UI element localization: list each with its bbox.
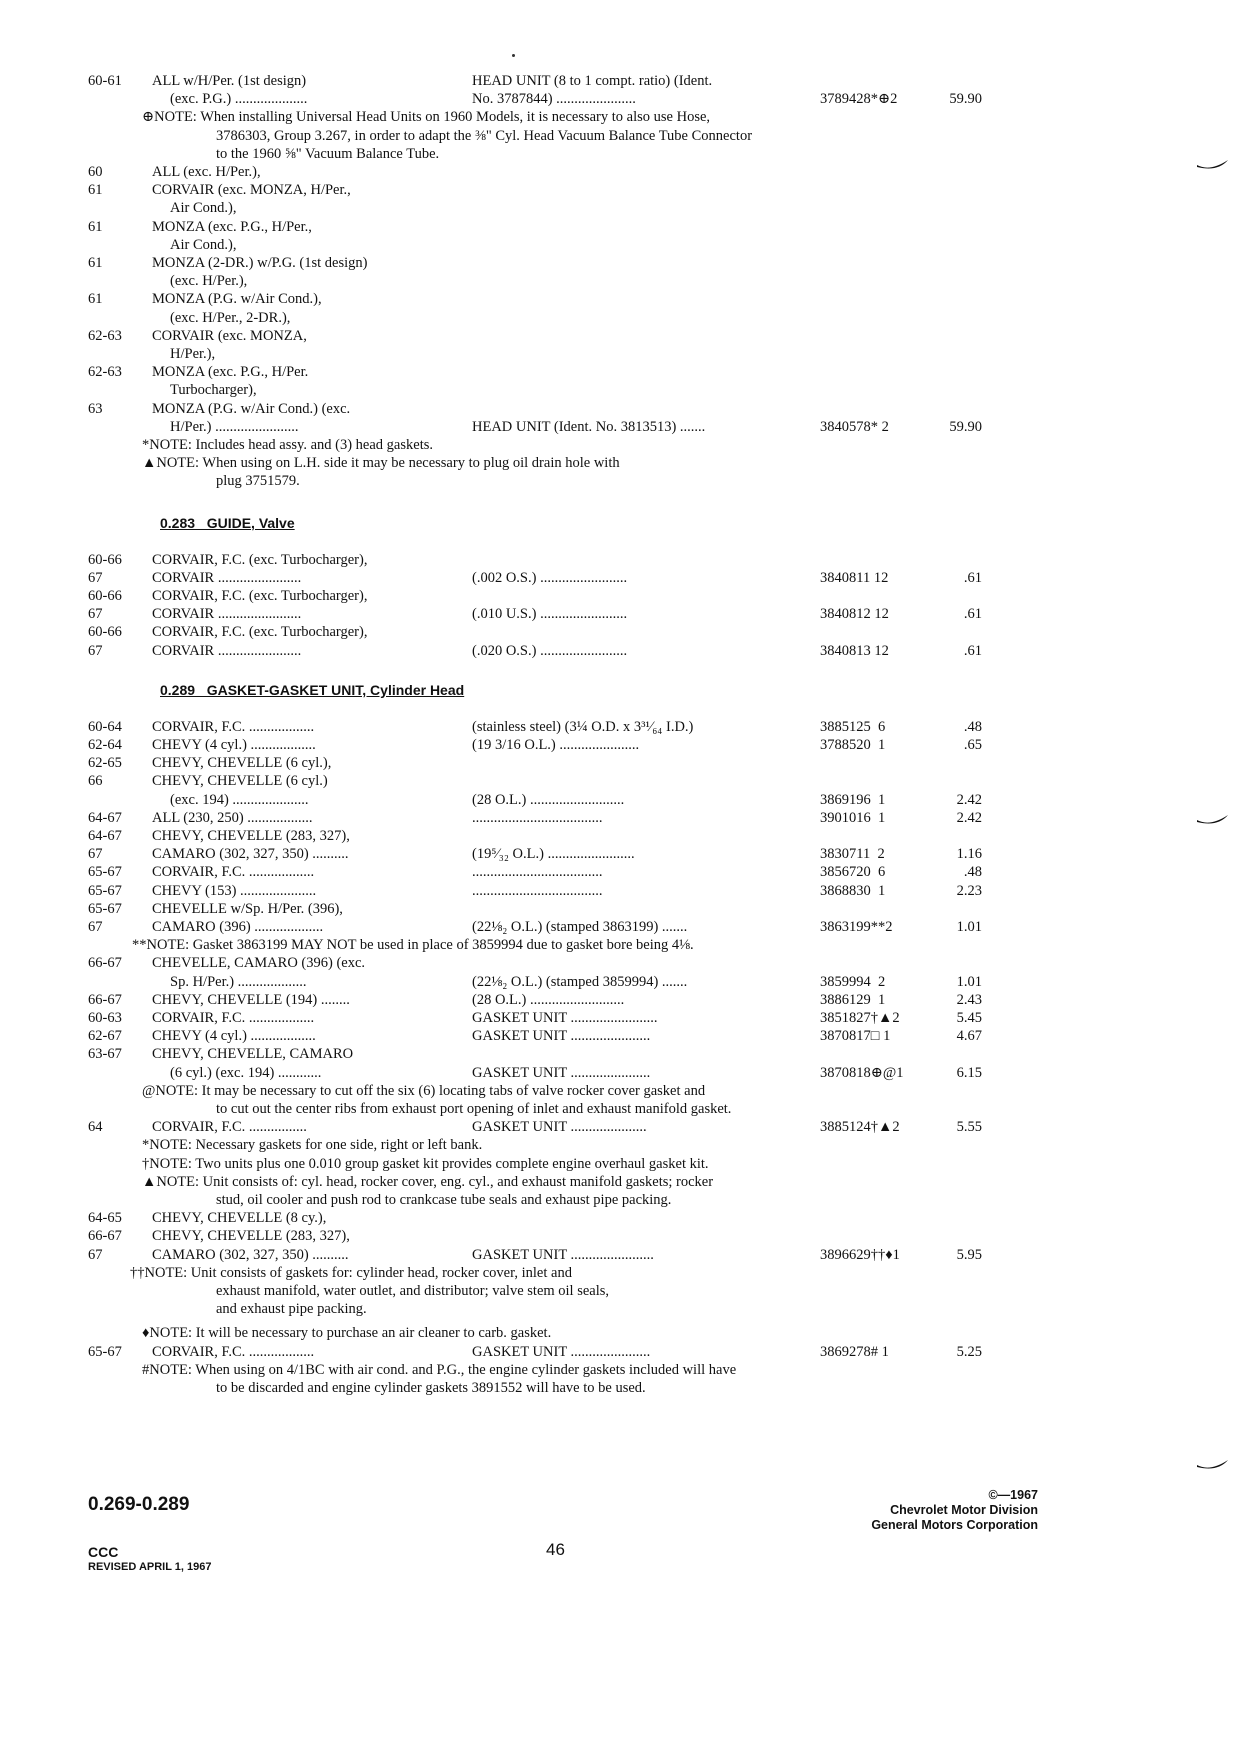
part-number-quantity: 3840812 12	[820, 606, 889, 623]
footer-revised-date: REVISED APRIL 1, 1967	[88, 1561, 212, 1573]
list-price: .61	[963, 642, 982, 659]
application-description: CAMARO (302, 327, 350) ..........	[152, 1246, 349, 1263]
footnote: **NOTE: Gasket 3863199 MAY NOT be used in place of 3859994 due to gasket bore being 4⅛.	[132, 937, 694, 954]
model-year: 63	[88, 400, 103, 417]
application-description: MONZA (exc. P.G., H/Per.	[152, 364, 309, 381]
part-specification: ....................................	[472, 809, 603, 826]
list-price: 1.16	[956, 846, 982, 863]
model-year: 61	[88, 218, 103, 235]
list-price: 5.45	[956, 1010, 982, 1026]
model-year: 62-65	[88, 755, 122, 772]
part-number-quantity: 3859994 2	[820, 973, 886, 990]
application-description: CORVAIR, F.C. (exc. Turbocharger),	[152, 624, 368, 641]
part-specification: GASKET UNIT ........................	[472, 1010, 658, 1026]
model-year: 65-67	[88, 900, 122, 917]
model-year: 66-67	[88, 1228, 122, 1245]
part-number-quantity: 3896629††♦1	[820, 1246, 900, 1263]
list-price: 59.90	[949, 418, 982, 435]
model-year: 64-67	[88, 828, 122, 844]
application-description: H/Per.) .......................	[170, 418, 299, 435]
part-specification: GASKET UNIT ......................	[472, 1064, 651, 1081]
model-year: 66-67	[88, 955, 122, 972]
model-year: 67	[88, 846, 103, 863]
part-number-quantity: 3885124†▲2	[820, 1119, 900, 1136]
application-description: CORVAIR, F.C. ................	[152, 1119, 307, 1136]
model-year: 60-66	[88, 624, 122, 641]
model-year: 60-61	[88, 73, 122, 89]
part-specification: (stainless steel) (3¼ O.D. x 3³¹⁄₆₄ I.D.)	[472, 718, 694, 735]
part-number-quantity: 3886129 1	[820, 991, 886, 1008]
application-description: (exc. 194) .....................	[170, 791, 309, 808]
section-heading: 0.283 GUIDE, Valve	[160, 514, 295, 531]
footnote: ⊕NOTE: When installing Universal Head Units on 1960 Models, it is necessary to also use Hose,	[142, 109, 711, 126]
footnote: *NOTE: Necessary gaskets for one side, right or left bank.	[142, 1137, 483, 1154]
application-description: (exc. H/Per., 2-DR.),	[170, 309, 291, 326]
model-year: 64	[88, 1119, 103, 1136]
list-price: 2.23	[956, 882, 982, 899]
footnote-continuation: to the 1960 ⅝" Vacuum Balance Tube.	[216, 145, 440, 162]
part-number-quantity: 3885125 6	[820, 718, 886, 735]
part-specification: (.020 O.S.) ........................	[472, 642, 628, 659]
application-description: CHEVY (4 cyl.) ..................	[152, 737, 316, 753]
list-price: 6.15	[956, 1064, 982, 1081]
application-description: CORVAIR, F.C. ..................	[152, 718, 315, 735]
application-description: Air Cond.),	[170, 236, 237, 253]
part-number-quantity: 3788520 1	[820, 737, 886, 753]
section-heading: 0.289 GASKET-GASKET UNIT, Cylinder Head	[160, 681, 465, 698]
footnote-continuation: to be discarded and engine cylinder gaskets 3891552 will have to be used.	[216, 1380, 646, 1396]
model-year: 65-67	[88, 1343, 122, 1360]
part-number-quantity: 3869196 1	[820, 791, 886, 808]
footnote: ▲NOTE: Unit consists of: cyl. head, rocker cover, eng. cyl., and exhaust manifold gaskets; rocker	[142, 1173, 714, 1190]
part-specification: (.002 O.S.) ........................	[472, 569, 628, 586]
part-specification: (19⁵⁄₃₂ O.L.) ........................	[472, 846, 635, 863]
model-year: 62-63	[88, 327, 122, 344]
footer-division: Chevrolet Motor Division	[890, 1503, 1038, 1517]
footnote: *NOTE: Includes head assy. and (3) head gaskets.	[142, 437, 433, 453]
list-price: 5.25	[956, 1343, 982, 1360]
model-year: 64-67	[88, 809, 122, 826]
application-description: CHEVY (4 cyl.) ..................	[152, 1028, 316, 1045]
model-year: 62-67	[88, 1028, 122, 1045]
part-specification: (.010 U.S.) ........................	[472, 606, 628, 623]
part-specification: (28 O.L.) ..........................	[472, 991, 625, 1008]
application-description: ALL (exc. H/Per.),	[152, 164, 261, 180]
footnote-continuation: and exhaust pipe packing.	[216, 1301, 367, 1318]
application-description: CORVAIR (exc. MONZA,	[152, 327, 307, 344]
list-price: 4.67	[956, 1028, 982, 1045]
application-description: CAMARO (396) ...................	[152, 919, 324, 935]
application-description: CORVAIR, F.C. ..................	[152, 1343, 315, 1360]
application-description: MONZA (P.G. w/Air Cond.),	[152, 291, 322, 308]
footnote: †NOTE: Two units plus one 0.010 group gasket kit provides complete engine overhaul gasket kit.	[142, 1155, 709, 1172]
footer-corporation: General Motors Corporation	[871, 1518, 1038, 1532]
footnote: @NOTE: It may be necessary to cut off the six (6) locating tabs of valve rocker cover gasket and	[142, 1082, 706, 1099]
part-number-quantity: 3830711 2	[820, 846, 885, 863]
footnote: ††NOTE: Unit consists of gaskets for: cylinder head, rocker cover, inlet and	[130, 1264, 572, 1281]
model-year: 65-67	[88, 864, 122, 881]
footnote: #NOTE: When using on 4/1BC with air cond. and P.G., the engine cylinder gaskets included will have	[142, 1361, 737, 1378]
application-description: CORVAIR, F.C. (exc. Turbocharger),	[152, 551, 368, 568]
part-number-quantity: 3869278# 1	[820, 1343, 889, 1360]
model-year: 60-66	[88, 588, 122, 604]
application-description: MONZA (exc. P.G., H/Per.,	[152, 218, 312, 235]
application-description: CORVAIR, F.C. ..................	[152, 1010, 315, 1026]
application-description: MONZA (P.G. w/Air Cond.) (exc.	[152, 400, 351, 417]
model-year: 67	[88, 919, 103, 935]
page-number: 46	[546, 1540, 565, 1559]
footer-ccc: CCC	[88, 1544, 119, 1560]
list-price: 2.42	[956, 809, 982, 826]
footnote-continuation: 3786303, Group 3.267, in order to adapt the ⅜" Cyl. Head Vacuum Balance Tube Connector	[216, 127, 753, 144]
part-number-quantity: 3868830 1	[820, 882, 886, 899]
model-year: 60-64	[88, 718, 122, 735]
footnote-continuation: plug 3751579.	[216, 473, 300, 490]
part-specification: (19 3/16 O.L.) ......................	[472, 737, 640, 753]
model-year: 63-67	[88, 1046, 122, 1063]
model-year: 67	[88, 569, 103, 586]
list-price: .48	[963, 718, 982, 735]
model-year: 66-67	[88, 991, 122, 1008]
application-description: CHEVY, CHEVELLE, CAMARO	[152, 1046, 354, 1063]
part-number-quantity: 3840811 12	[820, 569, 889, 586]
application-description: CAMARO (302, 327, 350) ..........	[152, 846, 349, 863]
part-specification: HEAD UNIT (Ident. No. 3813513) .......	[472, 418, 706, 435]
application-description: MONZA (2-DR.) w/P.G. (1st design)	[152, 255, 368, 271]
list-price: 1.01	[956, 973, 982, 990]
application-description: CHEVY (153) .....................	[152, 882, 317, 899]
model-year: 62-64	[88, 737, 122, 753]
application-description: Sp. H/Per.) ...................	[170, 973, 307, 990]
model-year: 67	[88, 642, 103, 659]
application-description: CHEVY, CHEVELLE (6 cyl.),	[152, 755, 332, 772]
model-year: 61	[88, 182, 103, 199]
model-year: 60	[88, 164, 103, 180]
application-description: H/Per.),	[170, 346, 216, 362]
application-description: CORVAIR, F.C. (exc. Turbocharger),	[152, 588, 368, 604]
model-year: 61	[88, 291, 103, 308]
model-year: 67	[88, 1246, 103, 1263]
model-year: 61	[88, 255, 103, 271]
application-description: (6 cyl.) (exc. 194) ............	[170, 1064, 322, 1081]
part-number-quantity: 3870817□ 1	[820, 1028, 891, 1045]
margin-tick-mark	[1196, 1460, 1230, 1474]
margin-tick-mark	[1196, 160, 1230, 174]
part-specification: (22⅛₂ O.L.) (stamped 3859994) .......	[472, 973, 688, 990]
footer-group-code: 0.269-0.289	[88, 1494, 190, 1515]
model-year: 66	[88, 773, 103, 790]
footer-copyright: ©—1967	[988, 1488, 1038, 1502]
list-price: .48	[963, 864, 982, 881]
footnote-continuation: to cut out the center ribs from exhaust port opening of inlet and exhaust manifold gasket.	[216, 1101, 732, 1117]
footnote: ♦NOTE: It will be necessary to purchase an air cleaner to carb. gasket.	[142, 1325, 552, 1342]
part-number-quantity: 3870818⊕@1	[820, 1064, 904, 1081]
application-description: CHEVELLE, CAMARO (396) (exc.	[152, 955, 366, 972]
application-description: ALL w/H/Per. (1st design)	[152, 73, 307, 89]
model-year: 64-65	[88, 1210, 122, 1227]
part-number-quantity: 3840813 12	[820, 642, 889, 659]
application-description: CHEVY, CHEVELLE (194) ........	[152, 991, 350, 1008]
list-price: 59.90	[949, 91, 982, 108]
part-specification: GASKET UNIT .......................	[472, 1246, 654, 1263]
part-number-quantity: 3851827†▲2	[820, 1010, 900, 1026]
application-description: Turbocharger),	[170, 382, 257, 399]
part-specification: HEAD UNIT (8 to 1 compt. ratio) (Ident.	[472, 73, 713, 89]
part-specification: GASKET UNIT ......................	[472, 1028, 651, 1045]
list-price: 2.43	[956, 991, 982, 1008]
application-description: (exc. H/Per.),	[170, 273, 248, 290]
application-description: CHEVY, CHEVELLE (8 cy.),	[152, 1210, 327, 1227]
model-year: 67	[88, 606, 103, 623]
model-year: 60-63	[88, 1010, 122, 1026]
part-specification: No. 3787844) ......................	[472, 91, 636, 108]
application-description: CORVAIR, F.C. ..................	[152, 864, 315, 881]
part-specification: (28 O.L.) ..........................	[472, 791, 625, 808]
application-description: CORVAIR .......................	[152, 606, 302, 623]
application-description: CHEVELLE w/Sp. H/Per. (396),	[152, 900, 343, 917]
list-price: .61	[963, 569, 982, 586]
list-price: 5.95	[956, 1246, 982, 1263]
margin-tick-mark	[1196, 815, 1230, 829]
part-specification: (22⅛₂ O.L.) (stamped 3863199) .......	[472, 919, 688, 935]
application-description: CORVAIR .......................	[152, 569, 302, 586]
model-year: 65-67	[88, 882, 122, 899]
part-specification: GASKET UNIT ......................	[472, 1343, 651, 1360]
application-description: CHEVY, CHEVELLE (283, 327),	[152, 1228, 350, 1245]
list-price: 2.42	[956, 791, 982, 808]
model-year: 62-63	[88, 364, 122, 381]
part-number-quantity: 3856720 6	[820, 864, 886, 881]
part-number-quantity: 3863199**2	[820, 919, 893, 935]
application-description: CHEVY, CHEVELLE (283, 327),	[152, 828, 350, 844]
footnote-continuation: stud, oil cooler and push rod to crankcase tube seals and exhaust pipe packing.	[216, 1192, 672, 1208]
list-price: 5.55	[956, 1119, 982, 1136]
part-number-quantity: 3901016 1	[820, 809, 886, 826]
part-number-quantity: 3840578* 2	[820, 418, 889, 435]
part-specification: ....................................	[472, 864, 603, 881]
application-description: Air Cond.),	[170, 200, 237, 217]
application-description: ALL (230, 250) ..................	[152, 809, 313, 826]
application-description: CHEVY, CHEVELLE (6 cyl.)	[152, 773, 328, 790]
list-price: 1.01	[956, 919, 982, 935]
application-description: CORVAIR (exc. MONZA, H/Per.,	[152, 182, 351, 199]
application-description: (exc. P.G.) ....................	[170, 91, 308, 108]
part-specification: GASKET UNIT .....................	[472, 1119, 647, 1136]
list-price: .65	[963, 737, 982, 753]
stray-mark	[512, 54, 515, 57]
footnote: ▲NOTE: When using on L.H. side it may be necessary to plug oil drain hole with	[142, 455, 620, 472]
part-specification: ....................................	[472, 882, 603, 899]
list-price: .61	[963, 606, 982, 623]
application-description: CORVAIR .......................	[152, 642, 302, 659]
part-number-quantity: 3789428*⊕2	[820, 91, 898, 108]
footnote-continuation: exhaust manifold, water outlet, and distributor; valve stem oil seals,	[216, 1283, 610, 1299]
model-year: 60-66	[88, 551, 122, 568]
